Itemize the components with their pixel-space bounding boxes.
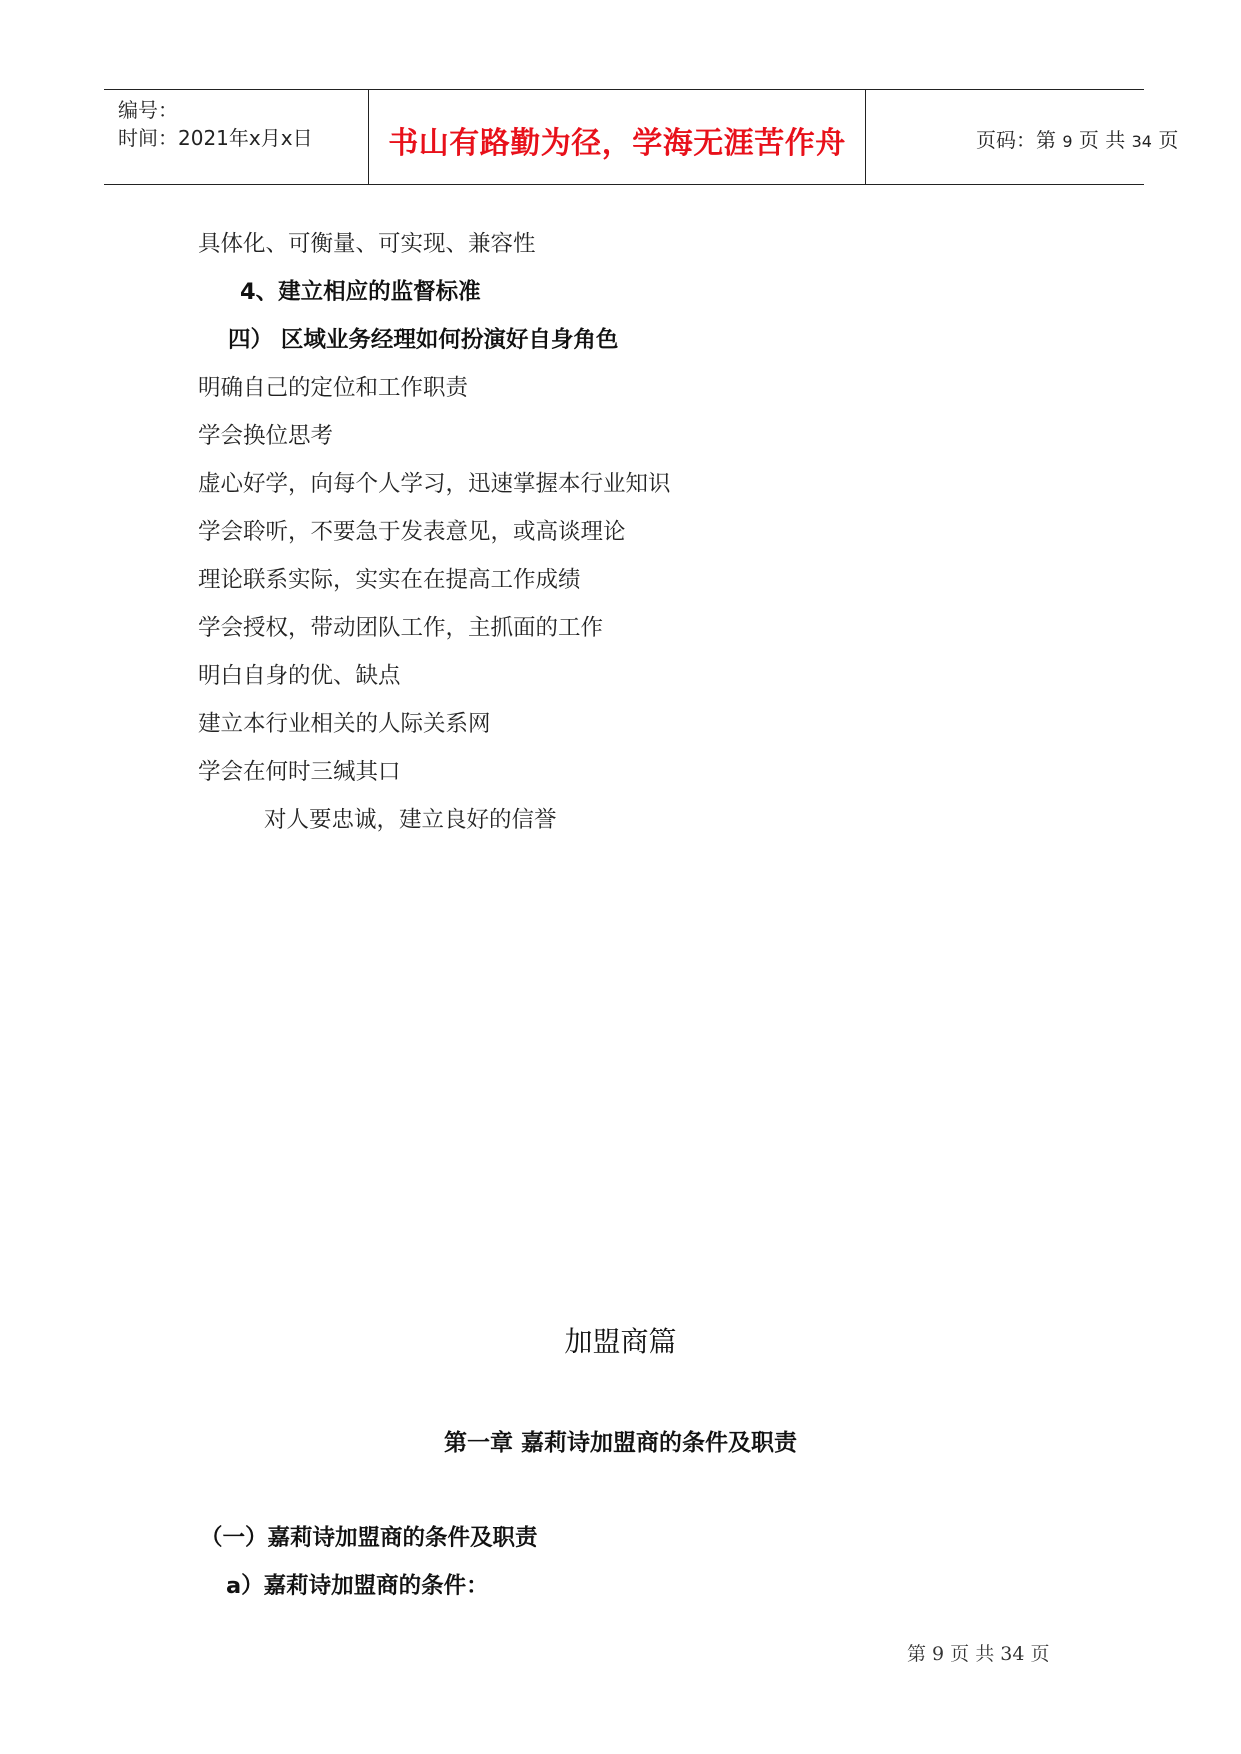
list-item: 明白自身的优、缺点 [198, 663, 401, 689]
heading-si: 四） 区域业务经理如何扮演好自身角色 [228, 327, 619, 353]
time-label: 时间：2021年x月x日 [118, 126, 313, 150]
list-item: 学会在何时三缄其口 [198, 759, 401, 785]
page-mid: 页 共 [1078, 128, 1126, 152]
header-motto-cell [369, 90, 866, 184]
page-num: 9 [1062, 132, 1073, 151]
subheading-1: （一）嘉莉诗加盟商的条件及职责 [200, 1525, 538, 1551]
header-page-number [976, 124, 1178, 153]
document-header [104, 89, 1179, 185]
number-label: 编号： [118, 98, 178, 122]
page-prefix: 页码：第 [976, 128, 1056, 152]
list-item: 明确自己的定位和工作职责 [198, 375, 469, 401]
list-item: 学会换位思考 [198, 423, 334, 449]
chapter-title: 第一章 嘉莉诗加盟商的条件及职责 [443, 1430, 797, 1456]
section-title: 加盟商篇 [564, 1325, 677, 1358]
page-footer: 第 9 页 共 34 页 [907, 1643, 1050, 1665]
page-suffix: 页 [1158, 128, 1179, 152]
list-item: 学会聆听，不要急于发表意见，或高谈理论 [198, 519, 626, 545]
body-line: 具体化、可衡量、可实现、兼容性 [198, 231, 536, 257]
list-item: 建立本行业相关的人际关系网 [198, 711, 491, 737]
list-item-last: 对人要忠诚，建立良好的信誉 [264, 807, 557, 833]
header-page-cell [866, 90, 1179, 184]
list-item: 学会授权，带动团队工作，主抓面的工作 [198, 615, 604, 641]
list-item: 理论联系实际，实实在在提高工作成绩 [198, 567, 581, 593]
list-item: 虚心好学，向每个人学习，迅速掌握本行业知识 [198, 471, 671, 497]
header-meta-cell [104, 90, 369, 184]
heading-4: 4、建立相应的监督标准 [240, 279, 481, 305]
subheading-a: a）嘉莉诗加盟商的条件： [226, 1573, 489, 1599]
page-total: 34 [1131, 132, 1152, 151]
motto: 书山有路勤为径，学海无涯苦作舟 [388, 126, 846, 161]
